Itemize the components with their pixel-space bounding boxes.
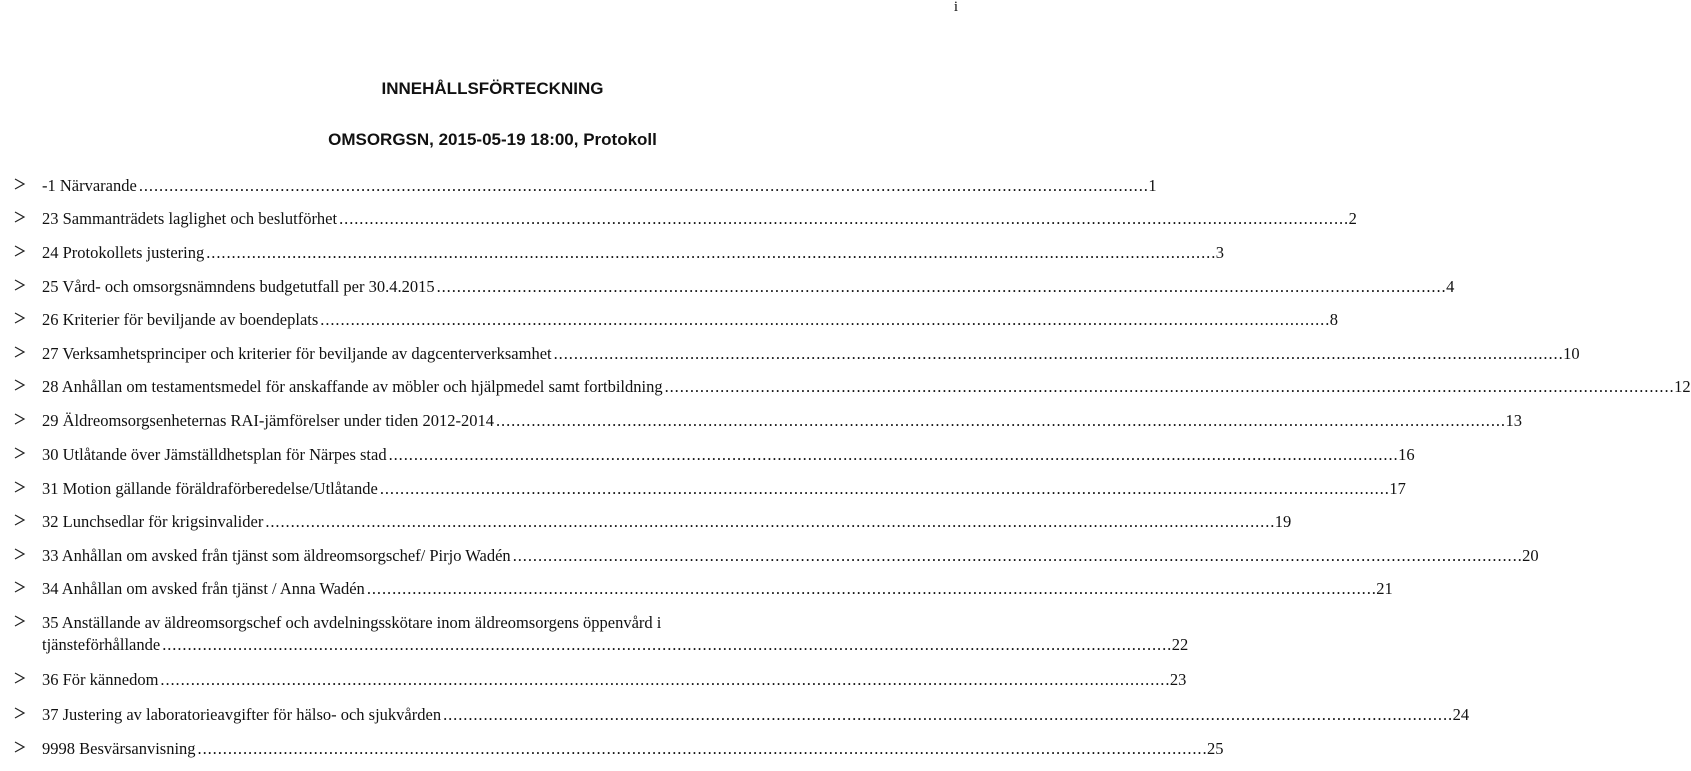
- toc-dot-leader: [443, 704, 1450, 726]
- toc-entry-page: 19: [1274, 512, 1292, 531]
- toc-entry-page: 20: [1522, 546, 1539, 565]
- toc-entry-page: 2: [1348, 209, 1357, 228]
- toc-entry-page: 12: [1674, 377, 1691, 396]
- toc-leader-icon: [14, 669, 25, 687]
- toc-dot-leader: [380, 478, 1387, 500]
- toc-entry-label: 37 Justering av laboratorieavgifter för hälso- och sjukvården: [42, 705, 442, 724]
- toc-entry-page: 25: [1207, 739, 1224, 758]
- toc-entry-label: 25 Vård- och omsorgsnämndens budgetutfall per 30.4.2015: [42, 277, 435, 296]
- toc-entry-label: 32 Lunchsedlar för krigsinvalider: [42, 512, 264, 531]
- toc-dot-leader: [665, 376, 1672, 398]
- toc-dot-leader: [265, 511, 1272, 533]
- toc-dot-leader: [320, 309, 1327, 331]
- toc-leader-icon: [14, 309, 25, 327]
- toc-dot-leader: [206, 242, 1213, 264]
- toc-entry-label: 23 Sammanträdets laglighet och beslutförhet: [42, 209, 338, 228]
- toc-leader-icon: [14, 578, 25, 596]
- toc-dot-leader: [496, 410, 1503, 432]
- toc-entry-label: 24 Protokollets justering: [42, 243, 205, 262]
- page-number: i: [953, 0, 958, 15]
- toc-entry-page: 22: [1171, 635, 1189, 654]
- toc-leader-icon: [14, 276, 25, 294]
- toc-dot-leader: [367, 578, 1374, 600]
- toc-entry-label: 28 Anhållan om testamentsmedel för anskaffande av möbler och hjälpmedel samt fortbildning: [42, 377, 663, 396]
- toc-entry-page: 24: [1452, 705, 1470, 724]
- toc-leader-icon: [14, 478, 25, 496]
- toc-leader-icon: [14, 612, 25, 630]
- toc-leader-icon: [14, 444, 25, 462]
- toc-entry-page: 10: [1563, 344, 1580, 363]
- toc-leader-icon: [14, 738, 25, 756]
- toc-entry-label: 9998 Besvärsanvisning: [42, 739, 196, 758]
- toc-dot-leader: [198, 738, 1205, 760]
- toc-entry-page: 21: [1376, 579, 1393, 598]
- toc-entry-label: 31 Motion gällande föräldraförberedelse/Utlåtande: [42, 479, 378, 498]
- toc-dot-leader: [162, 634, 1169, 656]
- toc-dot-leader: [513, 545, 1520, 567]
- toc-entry-page: 8: [1329, 310, 1339, 329]
- document-title: INNEHÅLLSFÖRTECKNING: [381, 79, 604, 98]
- toc-dot-leader: [339, 208, 1346, 230]
- toc-dot-leader: [554, 343, 1561, 365]
- toc-entry-label: 27 Verksamhetsprinciper och kriterier för beviljande av dagcenterverksamhet: [42, 344, 552, 363]
- toc-leader-icon: [14, 208, 25, 226]
- toc-entry-label: tjänsteförhållande: [42, 635, 161, 654]
- document-subtitle: OMSORGSN, 2015-05-19 18:00, Protokoll: [328, 130, 657, 149]
- toc-entry-label: 34 Anhållan om avsked från tjänst / Anna Wadén: [42, 579, 365, 598]
- toc-leader-icon: [14, 545, 25, 563]
- toc-entry-label: 30 Utlåtande över Jämställdhetsplan för Närpes stad: [42, 445, 387, 464]
- toc-leader-icon: [14, 410, 25, 428]
- toc-entry-page: 1: [1148, 176, 1157, 195]
- toc-entry-page: 4: [1446, 277, 1455, 296]
- toc-entry-page: 17: [1389, 479, 1406, 498]
- toc-dot-leader: [389, 444, 1396, 466]
- toc-entry-label-line1: 35 Anställande av äldreomsorgschef och avdelningsskötare inom äldreomsorgens öppenvård i: [42, 613, 662, 632]
- toc-dot-leader: [139, 175, 1146, 197]
- toc-entry-label: 36 För kännedom: [42, 670, 159, 689]
- toc-entry-label: 26 Kriterier för beviljande av boendeplats: [42, 310, 319, 329]
- toc-dot-leader: [160, 669, 1167, 691]
- toc-entry-label: 29 Äldreomsorgsenheternas RAI-jämförelser under tiden 2012-2014: [42, 411, 494, 430]
- toc-entry-label: -1 Närvarande: [42, 176, 137, 195]
- toc-leader-icon: [14, 242, 25, 260]
- toc-entry-page: 3: [1215, 243, 1224, 262]
- toc-leader-icon: [14, 376, 25, 394]
- toc-leader-icon: [14, 175, 25, 193]
- toc-entry-page: 13: [1505, 411, 1522, 430]
- toc-entry-page: 23: [1169, 670, 1187, 689]
- toc-leader-icon: [14, 343, 25, 361]
- toc-entry-page: 16: [1398, 445, 1415, 464]
- toc-leader-icon: [14, 704, 25, 722]
- toc-entry-label: 33 Anhållan om avsked från tjänst som äldreomsorgschef/ Pirjo Wadén: [42, 546, 511, 565]
- toc-leader-icon: [14, 511, 25, 529]
- toc-dot-leader: [437, 276, 1444, 298]
